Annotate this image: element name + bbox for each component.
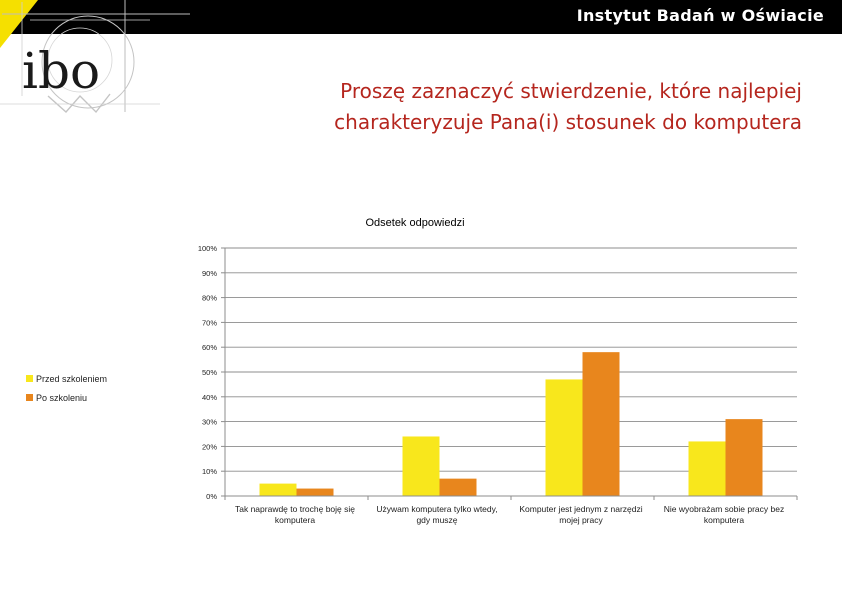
legend-item-series-1 (26, 369, 107, 388)
y-tick-label: 40% (201, 392, 217, 402)
y-tick-label: 90% (201, 268, 217, 278)
bar-series-1-category-4 (689, 441, 726, 496)
legend-label-series-2: Po szkoleniu (36, 392, 88, 403)
x-tick-label-1: Tak naprawdę to trochę boję się komputera (234, 504, 356, 525)
bar-series-2-category-4 (726, 419, 763, 496)
x-tick-label-4: Nie wyobrażam sobie pracy bez komputera (663, 504, 785, 525)
bar-series-1-category-1 (260, 484, 297, 496)
y-tick-label: 60% (201, 343, 217, 353)
y-tick-label: 100% (197, 244, 217, 253)
y-tick-label: 80% (201, 293, 217, 303)
bar-series-2-category-3 (583, 352, 620, 496)
chart-y-tick-labels (198, 244, 218, 501)
legend-swatch-series-2 (26, 394, 33, 401)
institute-name: Instytut Badań w Oświacie (576, 6, 824, 25)
y-tick-label: 20% (201, 442, 217, 452)
chart-title: Odsetek odpowiedzi (365, 217, 465, 229)
chart-bars (260, 352, 763, 496)
bar-series-2-category-1 (297, 489, 334, 496)
y-tick-label: 70% (201, 318, 217, 328)
logo-text: ibo (22, 42, 101, 100)
y-tick-label: 30% (201, 417, 217, 427)
bar-series-1-category-2 (403, 436, 440, 496)
y-tick-label: 10% (201, 467, 217, 477)
chart-legend (26, 369, 107, 407)
y-tick-label: 0% (206, 492, 217, 501)
legend-item-series-2 (26, 388, 107, 407)
bar-series-1-category-3 (546, 379, 583, 496)
x-tick-label-2: Używam komputera tylko wtedy, gdy muszę (376, 504, 498, 525)
x-tick-label-3: Komputer jest jednym z narzędzi mojej pracy (519, 504, 643, 525)
bar-series-2-category-2 (440, 479, 477, 496)
y-tick-label: 50% (201, 368, 217, 377)
slide-title-line-2: charakteryzuje Pana(i) stosunek do komputera (334, 110, 802, 134)
legend-label-series-1: Przed szkoleniem (36, 373, 108, 384)
legend-swatch-series-1 (26, 375, 33, 382)
chart-gridlines (225, 248, 797, 471)
slide-title-line-1: Proszę zaznaczyć stwierdzenie, które najlepiej (340, 79, 802, 103)
